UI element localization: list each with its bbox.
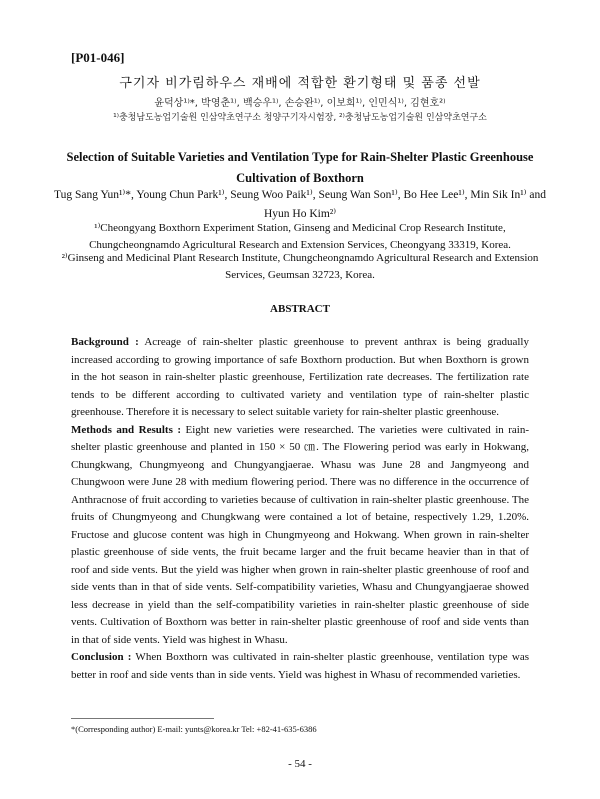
- english-title: Selection of Suitable Varieties and Ventilation Type for Rain-Shelter Plastic Greenhouse Cultivation of Boxthorn: [66, 150, 534, 185]
- korean-title: 구기자 비가림하우스 재배에 적합한 환기형태 및 품종 선발: [119, 76, 481, 91]
- methods-paragraph: [71, 422, 529, 650]
- background-text: Acreage of rain-shelter plastic greenhouse to prevent anthrax is being gradually increased according to growing importance of safe Boxthorn production. But when Boxthorn is grown in the hot season in rain-shelter plastic greenhouse, Fertilization rate decreases. The fertilization rate tends to be different according to cultivated variety and ventilation type of rain-shelter plastic greenhouse. Therefore it is necessary to select suitable variety for rain-shelter plastic greenhouse.: [71, 336, 529, 418]
- conclusion-text: When Boxthorn was cultivated in rain-shelter plastic greenhouse, ventilation type was better in roof and side vents than in side vents. Yield was highest in Whasu of recommended varieties.: [71, 651, 529, 681]
- korean-affiliation: ¹⁾충청남도농업기술원 인삼약초연구소 청양구기자시험장, ²⁾충청남도농업기술원 인삼약초연구소: [113, 113, 487, 123]
- corresponding-author-footnote: *(Corresponding author) E-mail: yunts@korea.kr Tel: +82-41-635-6386: [71, 724, 317, 734]
- korean-authors: 윤덕상¹⁾*, 박영춘¹⁾, 백승우¹⁾, 손승완¹⁾, 이보희¹⁾, 인민식¹⁾, 김현호²⁾: [154, 98, 446, 109]
- background-label: Background :: [71, 336, 139, 348]
- affiliation-1: ¹⁾Cheongyang Boxthorn Experiment Station, Ginseng and Medicinal Crop Research Institute, Chungcheongnamdo Agricultural Research and Extension Services, Cheongyang 33319, Korea.: [89, 222, 511, 251]
- affiliation-2: ²⁾Ginseng and Medicinal Plant Research Institute, Chungcheongnamdo Agricultural Research and Extension Services, Geumsan 32723, Korea.: [61, 252, 539, 281]
- english-authors: Tug Sang Yun¹⁾*, Young Chun Park¹⁾, Seung Woo Paik¹⁾, Seung Wan Son¹⁾, Bo Hee Lee¹⁾, Min Sik In¹⁾ and Hyun Ho Kim²⁾: [54, 189, 546, 220]
- abstract-heading: ABSTRACT: [270, 303, 330, 315]
- methods-label: Methods and Results :: [71, 423, 181, 436]
- abstract-code: [P01-046]: [71, 50, 125, 65]
- footnote-divider: [71, 718, 214, 719]
- methods-text: Eight new varieties were researched. The varieties were cultivated in rain-shelter plastic greenhouse and planted in 150 × 50 ㎝. The Flowering period was early in Hokwang, Chungkwang, Chungmyeong and Chungyangjaerae. Whasu was June 28 and Jangmyeong and Chungwoon were June 28 with medium flowering period. There was no difference in the occurrence of Anthracnose of fruit according to varieties because of cultivation in rain-shelter plastic greenhouse. The fruits of Chungmyeong and Chungkwang were contained a lot of betaine, respectively 1.29, 1.20%. Fructose and glucose content was high in Chungmyeong and Hokwang. When grown in rain-shelter plastic greenhouse of side vents, the fruit became larger and the fruit became heavier than in that of roof and side vents. But the yield was higher when grown in rain-shelter plastic greenhouse of roof and side vents than in that of side vents. Self-compatibility varieties, Whasu and Chungyangjaerae showed less decrease in yield than the self-compatibility varieties in rain-shelter plastic greenhouse of side vents. Cultivation of Boxthorn was better in rain-shelter plastic greenhouse of roof and side vents than in that of side vents. Yield was highest in Whasu.: [71, 423, 529, 646]
- page-number: - 54 -: [288, 758, 312, 770]
- abstract-body: [71, 334, 529, 684]
- conclusion-paragraph: [71, 649, 529, 684]
- conclusion-label: Conclusion :: [71, 651, 132, 663]
- background-paragraph: [71, 334, 529, 422]
